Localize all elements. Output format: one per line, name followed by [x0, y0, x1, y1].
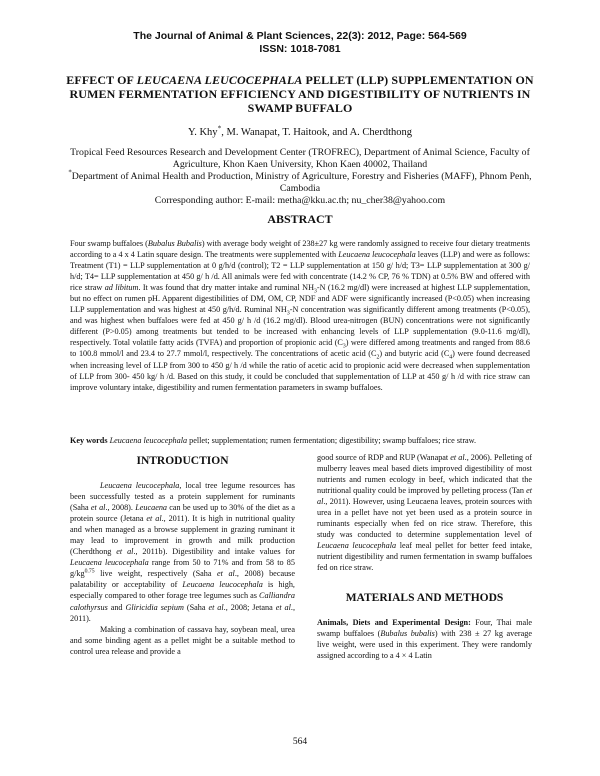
intro-italic-2: Leucaena — [135, 503, 168, 513]
intro-text-11: (Saha — [183, 602, 209, 612]
right-text-1: good source of RDP and RUP (Wanapat — [317, 453, 451, 462]
keywords — [70, 435, 530, 447]
title-line1-italic: LEUCAENA LEUCOCEPHALA — [136, 73, 303, 87]
intro-etal-6: et al — [275, 602, 291, 612]
affiliation-1: Tropical Feed Resources Research and Development Center (TROFREC), Department of Animal Science, Faculty of Agriculture, Khon Kaen University, Khon Kaen 40002, Thailand — [70, 147, 530, 170]
intro-text-5: ., 2011b). Digestibility and intake values for — [133, 547, 296, 557]
keywords-text: pellet; supplementation; rumen fermentation; digestibility; swamp buffaloes; rice straw. — [187, 436, 477, 445]
intro-etal-1: et al — [90, 503, 106, 513]
affiliation-2-text: Department of Animal Health and Production, Ministry of Agriculture, Forestry and Fisheries (MAFF), Phnom Penh, Cambodia — [71, 171, 532, 194]
intro-text-12: ., 2008; Jetana — [223, 602, 276, 612]
intro-etal-3: et al — [116, 547, 134, 557]
abstract-heading: ABSTRACT — [267, 212, 333, 226]
author-first-mark: * — [217, 123, 222, 133]
abstract-italic-1: Bubalus Bubalis — [147, 239, 202, 248]
intro-etal-5: et al — [208, 602, 224, 612]
abstract-text-9: ) were found decreased when increasing level of LLP from 300 to 450 g/ h /d while the ratio of acetic acid to propionic acid were decreased when supplementation of LLP from 300- 450 kg/ h /d. Based on this study, it could be concluded that supplementation of LLP at 450 g/ h /d with rice straw can improve voluntary intake, digestibility and rumen fermentation parameters in swamp buffaloes. — [70, 349, 530, 392]
abstract-body — [70, 238, 530, 393]
materials-methods-heading: MATERIALS AND METHODS — [345, 591, 504, 604]
intro-text-2: ., 2008). — [105, 503, 136, 513]
intro-italic-4: Leucaena leucocephala — [182, 580, 263, 590]
author-rest: , M. Wanapat, T. Haitook, and A. Cherdthong — [221, 127, 412, 138]
journal-header — [0, 30, 600, 56]
corresponding-author: Corresponding author: E-mail: metha@kku.ac.th; nu_cher38@yahoo.com — [154, 195, 446, 206]
intro-etal-2: et al — [146, 514, 162, 524]
right-text-2: ., 2006). Pelleting of mulberry leaves meal based diets improved digestibility of most nutrients and rumen ecology in beef, which indicated that the nutritional quality could be improved by pelleting process (Tan — [317, 453, 533, 496]
intro-text-1: , local tree legume resources has been successfully tested as a protein supplement for ruminants (Saha — [70, 481, 295, 513]
abstract-sub-4: 2 — [376, 355, 380, 362]
intro-italic-5: Calliandra calothyrsus — [70, 591, 295, 612]
intro-text-6: range from 50 to 71% and from 58 to 85 g/kg — [70, 558, 295, 579]
abstract-italic-3: ad libitum — [104, 283, 139, 293]
intro-text-3: can be used up to 30% of the diet as a protein source (Jetana — [70, 503, 295, 524]
title-line1-pre: EFFECT OF — [66, 73, 137, 87]
introduction-paragraph-2: Making a combination of cassava hay, soybean meal, urea and some binding agent as a pellet might be a suitable method to control urea release and provide a — [70, 624, 295, 656]
right-etal-1: et al — [450, 453, 465, 462]
title-line3: SWAMP BUFFALO — [247, 101, 353, 115]
abstract-text-8: ) and butyric acid (C — [379, 349, 450, 359]
author-list — [0, 123, 600, 139]
abstract-text-1: Four swamp buffaloes ( — [70, 239, 148, 248]
title-line1-post: PELLET (LLP) SUPPLEMENTATION ON — [302, 73, 534, 87]
abstract-text-4: . It was found that dry matter intake and ruminal NH — [138, 283, 315, 293]
title-line2: RUMEN FERMENTATION EFFICIENCY AND DIGESTIBILITY OF NUTRIENTS IN — [69, 87, 531, 101]
intro-text-9: is high, especially compared to other forage tree legumes such as — [70, 580, 295, 601]
materials-subheading: Animals, Diets and Experimental Design: — [317, 617, 471, 627]
right-column — [317, 452, 532, 661]
abstract-text-3: leaves (LLP) and were as follows: Treatment (T1) = LLP supplementation at 0 g/h/d (control); T2 = LLP supplementation at 150 g/ h/d; T3= LLP supplementation at 300 g/ h/d; T4= LLP supplementation at 450 g/ h /d. All animals were fed with concentrate (14.2 % CP, 76 % TDN) at 0.5% BW and offered with rice straw — [70, 250, 530, 293]
abstract-text-6: -N concentration was significantly different among treatments (P<0.05), and was highest when buffaloes were fed at 450 g/ h /d (16.2 mg/dl). Blood urea-nitrogen (BUN) concentrations were not significantly different (P>0.05) among treatments but tended to be increased with enhancing levels of LLP supplementation (9.0-11.6 mg/dl), respectively. Total volatile fatty acids (TVFA) and proportion of propionic acid (C — [70, 305, 531, 348]
introduction-paragraph-1 — [70, 480, 295, 624]
materials-text-1: Four, Thai male swamp buffaloes ( — [317, 617, 533, 638]
abstract-sub-2: 3 — [286, 310, 290, 317]
intro-italic-1: Leucaena leucocephala — [100, 481, 180, 490]
intro-text-7: live weight, respectively (Saha — [94, 569, 218, 579]
intro-italic-3: Leucaena leucocephala — [70, 558, 149, 568]
right-paragraph-1 — [317, 452, 532, 574]
left-column — [70, 452, 295, 657]
abstract-sub-3: 3 — [342, 344, 346, 351]
abstract-sub-5: 4 — [449, 355, 453, 362]
right-italic-1: Leucaena leucocephala — [317, 541, 397, 551]
right-text-3: ., 2011). However, using Leucaena leaves, protein sources with urea in a pellet have not yet been used as a protein source in ruminants especially when fed on rice straw. Therefore, this study was conducted to determine supplementation level of — [317, 497, 532, 540]
paper-title — [60, 73, 540, 115]
intro-etal-4: et al — [217, 569, 235, 579]
materials-text-2: ) with 238 ± 27 kg average live weight, were used in this experiment. They were randomly assigned according to a 4 × 4 Latin — [317, 628, 532, 660]
abstract-sub-1: 3 — [314, 288, 317, 295]
right-etal-2: et al — [317, 486, 532, 507]
intro-text-8: ., 2008) because palatability or acceptability of — [70, 569, 295, 590]
keywords-italic: Leucaena leucocephala — [109, 436, 188, 445]
journal-issn: ISSN: 1018-7081 — [259, 43, 341, 55]
materials-paragraph-1 — [317, 617, 532, 661]
intro-text-10: and — [107, 602, 126, 612]
journal-citation: The Journal of Animal & Plant Sciences, 22(3): 2012, Page: 564-569 — [133, 30, 467, 42]
affiliations — [65, 147, 535, 207]
affiliation-2-mark: * — [68, 169, 72, 177]
introduction-heading: INTRODUCTION — [136, 455, 229, 467]
materials-italic-1: Bubalus bubalis — [380, 628, 435, 638]
abstract-text-7: ) were differed among treatments and ranged from 88.6 to 100.8 mmol/l and 23.4 to 27.7 mmol/l, respectively. The concentrations of acetic acid (C — [70, 338, 530, 359]
intro-text-4: ., 2011). It is high in nutritional quality and when managed as a browse supplement in grazing ruminant it may lead to improvement in growth and milk production (Cherdthong — [70, 514, 295, 557]
author-first: Y. Khy — [188, 127, 218, 138]
intro-sup-1: 0.75 — [84, 568, 95, 575]
intro-italic-6: Gliricidia sepium — [125, 602, 184, 612]
keywords-label: Key words — [70, 436, 108, 445]
abstract-text-5: -N (16.2 mg/dl) were increased at highest LLP supplementation, but no effect on rumen pH. Apparent digestibilities of DM, OM, CP, NDF and ADF were significantly increased (P<0.05) when increasing LLP supplementation and was highest at 450 g/h/d. Ruminal NH — [70, 283, 530, 315]
right-text-4: leaf meal pellet for better feed intake, nutrient digestibility and rumen fermentation in swamp buffaloes fed on rice straw. — [317, 541, 532, 573]
affiliation-2 — [65, 171, 535, 195]
page-number: 564 — [292, 737, 308, 747]
abstract-text-2: ) with average body weight of 238±27 kg were randomly assigned to receive four dietary treatments according to a 4 x 4 Latin square design. The treatments were supplemented with — [70, 239, 530, 260]
abstract-italic-2: Leucaena leucocephala — [338, 250, 416, 260]
intro-text-13: ., 2011). — [70, 602, 295, 623]
